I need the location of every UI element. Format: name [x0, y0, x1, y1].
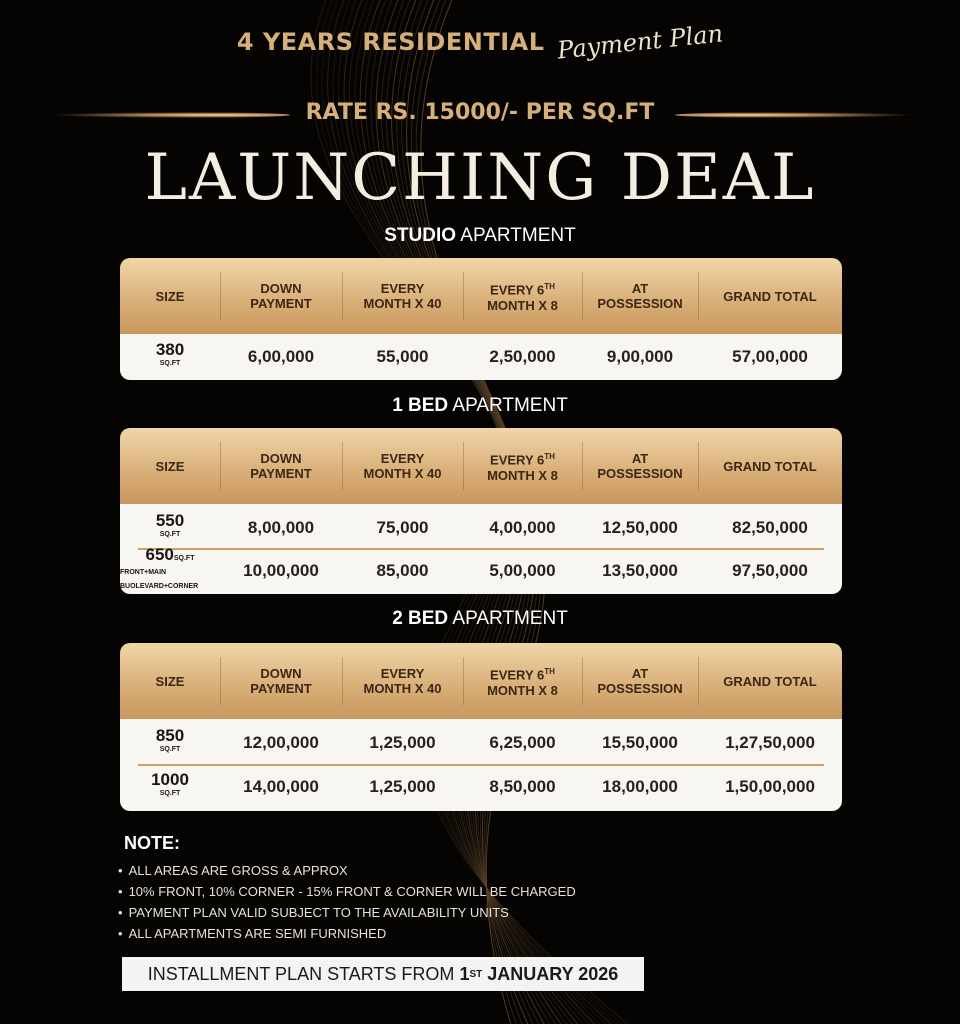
header-divider [582, 272, 583, 320]
header-line: GRAND TOTAL [723, 673, 817, 689]
installment-start-banner [122, 957, 644, 991]
cell-at-possession: 9,00,000 [606, 347, 674, 366]
header-text [723, 289, 816, 304]
size-value: 380 [155, 340, 185, 359]
cell-at-possession: 18,00,000 [602, 777, 678, 796]
banner-date: JANUARY 2026 [487, 963, 619, 984]
size-cell [120, 721, 220, 765]
header-text [723, 674, 816, 689]
header-line: AT [631, 451, 649, 466]
cell-at-possession: 12,50,000 [602, 517, 678, 537]
size-cell [120, 506, 220, 549]
payment-plan-script: Payment Plan [555, 19, 725, 65]
header-line: POSSESSION [597, 296, 683, 311]
price-table [120, 643, 842, 811]
header-every-month [342, 428, 463, 504]
notes-list [118, 860, 576, 944]
header-at-possession [582, 428, 698, 504]
note-item: • ALL APARTMENTS ARE SEMI FURNISHED [118, 923, 576, 944]
table-body [120, 334, 842, 380]
table-body [120, 504, 842, 594]
note-item: • ALL AREAS ARE GROSS & APPROX [118, 860, 576, 881]
cell-every-6th-month: 2,50,000 [489, 347, 556, 366]
price-table [120, 428, 842, 594]
header-divider [220, 272, 221, 320]
header-line: MONTH X 40 [363, 681, 442, 696]
plan-duration-title: 4 YEARS RESIDENTIAL [236, 28, 545, 56]
top-title-line [0, 19, 960, 72]
header-line: EVERY 6 [490, 452, 545, 468]
header-divider [342, 657, 343, 705]
cell-every-6th-month: 8,50,000 [489, 777, 556, 796]
cell-every-month: 1,25,000 [369, 733, 436, 752]
header-superscript: TH [544, 667, 555, 677]
header-line: AT [631, 281, 649, 296]
cell-at-possession: 13,50,000 [602, 560, 678, 580]
size-unit: SQ.FT [159, 530, 181, 538]
header-every-month [342, 643, 463, 719]
header-text [363, 451, 441, 481]
header-line: EVERY [380, 281, 425, 296]
header-divider [342, 442, 343, 490]
header-divider [463, 442, 464, 490]
table-body [120, 719, 842, 811]
cell-at-possession: 15,50,000 [602, 733, 678, 752]
header-text [250, 666, 311, 696]
note-title: NOTE: [124, 833, 180, 853]
banner-day: 1 [459, 963, 470, 984]
cell-down-payment: 12,00,000 [243, 733, 319, 752]
header-line: MONTH X 40 [363, 296, 442, 311]
header-size [120, 258, 220, 334]
header-superscript: TH [544, 282, 555, 292]
header-text [597, 451, 682, 481]
size-unit: SQ.FT [173, 554, 195, 562]
size-cell [120, 544, 220, 592]
header-text [363, 666, 441, 696]
size-cell [120, 765, 220, 809]
cell-grand-total: 1,50,00,000 [725, 777, 815, 796]
header-down-payment [220, 643, 342, 719]
header-line: DOWN [260, 451, 302, 466]
header-text [723, 459, 816, 474]
section-title [0, 395, 960, 417]
cell-every-month: 85,000 [376, 560, 429, 580]
header-divider [698, 657, 699, 705]
table-row [120, 544, 842, 592]
header-every-6th-month [463, 258, 582, 334]
header-line: EVERY 6 [490, 282, 545, 298]
header-grand-total [698, 258, 842, 334]
header-line: POSSESSION [597, 466, 683, 481]
header-text [156, 289, 185, 304]
header-line: PAYMENT [250, 681, 312, 696]
cell-grand-total: 57,00,000 [732, 347, 808, 366]
section-title-bold: 2 BED [392, 608, 449, 629]
header-text [250, 451, 311, 481]
section-title [0, 225, 960, 247]
section-title-bold: STUDIO [384, 225, 457, 246]
header-down-payment [220, 428, 342, 504]
cell-down-payment: 10,00,000 [243, 560, 319, 580]
header-line: SIZE [155, 288, 185, 304]
header-size [120, 428, 220, 504]
header-line: EVERY [380, 451, 425, 466]
table-row [120, 506, 842, 549]
cell-every-month: 75,000 [376, 517, 429, 537]
cell-every-month: 1,25,000 [369, 777, 436, 796]
cell-grand-total: 1,27,50,000 [725, 733, 815, 752]
cell-every-6th-month: 4,00,000 [489, 517, 556, 537]
header-line: MONTH X 40 [363, 466, 442, 481]
size-unit: SQ.FT [159, 790, 181, 797]
cell-down-payment: 6,00,000 [247, 347, 315, 366]
cell-every-6th-month: 6,25,000 [489, 733, 556, 752]
size-value-line [155, 726, 185, 745]
header-line: PAYMENT [250, 466, 312, 481]
header-every-month [342, 258, 463, 334]
header-text [487, 449, 558, 482]
header-grand-total [698, 643, 842, 719]
table-header [120, 258, 842, 334]
header-every-6th-month [463, 643, 582, 719]
size-note: FRONT+MAIN BUOLEVARD+CORNER [120, 568, 199, 590]
header-text [156, 459, 185, 474]
header-superscript: TH [544, 452, 555, 462]
size-value-line [145, 544, 195, 566]
header-line: POSSESSION [597, 681, 683, 696]
header-line: EVERY 6 [490, 667, 545, 683]
header-size [120, 643, 220, 719]
header-line: MONTH X 8 [487, 297, 558, 313]
table-row [120, 336, 842, 378]
cell-grand-total: 82,50,000 [732, 517, 808, 537]
cell-down-payment: 8,00,000 [247, 517, 315, 537]
header-divider [220, 657, 221, 705]
header-line: DOWN [260, 281, 302, 296]
header-line: DOWN [260, 666, 302, 681]
rate-line: RATE RS. 15000/- PER SQ.FT [305, 100, 655, 125]
header-line: SIZE [155, 673, 185, 689]
banner-prefix: INSTALLMENT PLAN STARTS FROM [147, 963, 455, 984]
header-text [597, 666, 682, 696]
header-text [487, 279, 558, 312]
header-line: EVERY [380, 666, 425, 681]
header-text [250, 281, 311, 311]
table-row [120, 721, 842, 765]
header-line: GRAND TOTAL [723, 458, 817, 474]
note-item: • PAYMENT PLAN VALID SUBJECT TO THE AVAILABILITY UNITS [118, 902, 576, 923]
size-cell [120, 336, 220, 378]
header-divider [342, 272, 343, 320]
header-line: PAYMENT [250, 296, 312, 311]
header-text [156, 674, 185, 689]
size-value: 850 [155, 726, 185, 745]
size-value: 1000 [151, 770, 189, 789]
header-line: AT [631, 666, 649, 681]
size-value-line [151, 770, 189, 789]
header-at-possession [582, 258, 698, 334]
header-text [487, 664, 558, 697]
header-grand-total [698, 428, 842, 504]
section-title-bold: 1 BED [392, 395, 449, 416]
header-divider [582, 657, 583, 705]
size-value-line [155, 510, 185, 530]
cell-every-month: 55,000 [376, 347, 429, 366]
header-divider [463, 272, 464, 320]
table-header [120, 643, 842, 719]
section-title [0, 608, 960, 630]
size-value: 650 [145, 544, 174, 564]
header-at-possession [582, 643, 698, 719]
header-divider [698, 272, 699, 320]
header-divider [582, 442, 583, 490]
header-every-6th-month [463, 428, 582, 504]
banner-day-suffix: ST [469, 968, 483, 980]
header-text [363, 281, 441, 311]
table-row [120, 765, 842, 809]
header-line: MONTH X 8 [487, 682, 558, 698]
size-unit: SQ.FT [159, 746, 181, 753]
header-divider [220, 442, 221, 490]
section-title-rest: APARTMENT [452, 608, 568, 629]
size-value-line [155, 340, 185, 359]
size-value: 550 [155, 510, 185, 530]
header-divider [463, 657, 464, 705]
header-text [597, 281, 682, 311]
cell-every-6th-month: 5,00,000 [489, 560, 556, 580]
header-line: MONTH X 8 [487, 467, 558, 483]
cell-grand-total: 97,50,000 [732, 560, 808, 580]
header-divider [698, 442, 699, 490]
section-title-rest: APARTMENT [452, 395, 568, 416]
size-unit: SQ.FT [159, 360, 181, 367]
header-line: SIZE [155, 458, 185, 474]
header-line: GRAND TOTAL [723, 288, 817, 304]
header-down-payment [220, 258, 342, 334]
launching-deal-headline: LAUNCHING DEAL [144, 141, 816, 215]
cell-down-payment: 14,00,000 [243, 777, 319, 796]
section-title-rest: APARTMENT [460, 225, 576, 246]
table-header [120, 428, 842, 504]
price-table [120, 258, 842, 380]
note-item: • 10% FRONT, 10% CORNER - 15% FRONT & CORNER WILL BE CHARGED [118, 881, 576, 902]
